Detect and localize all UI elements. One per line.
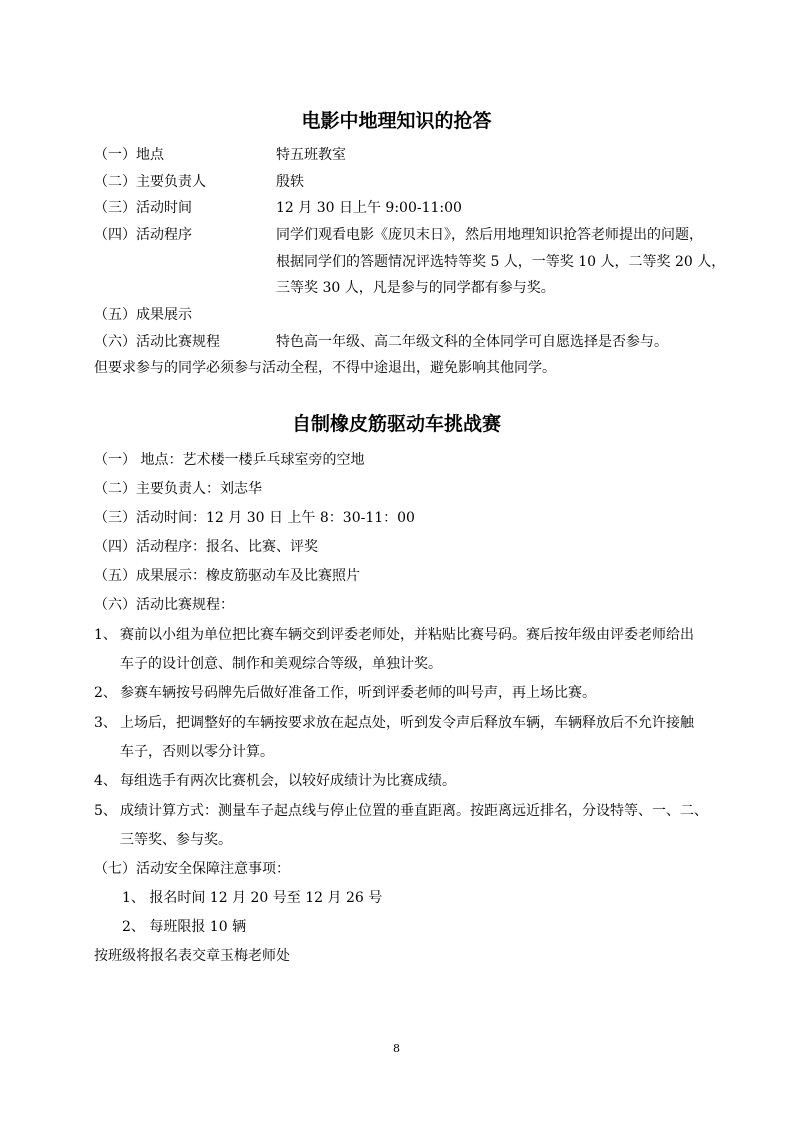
s2-line-time: （三）活动时间：12 月 30 日 上午 8：30-11：00 — [94, 510, 415, 526]
s2-line-rules-heading: （六）活动比赛规程： — [94, 597, 234, 613]
s1-value-owner: 殷轶 — [276, 174, 304, 190]
rule-number: 2、 — [94, 685, 117, 701]
s2-tail-text: 按班级将报名表交章玉梅老师处 — [94, 948, 290, 964]
s1-value-rules: 特色高一年级、高二年级文科的全体同学可自愿选择是否参与。 — [276, 334, 668, 350]
s1-label-owner: （二）主要负责人 — [94, 174, 206, 190]
rule-number: 5、 — [94, 803, 117, 819]
s1-label-results: （五）成果展示 — [94, 307, 192, 323]
rule-number: 1、 — [94, 627, 117, 643]
s2-line-results: （五）成果展示：橡皮筋驱动车及比赛照片 — [94, 568, 360, 584]
section1-title: 电影中地理知识的抢答 — [301, 110, 492, 132]
rule-text: 成绩计算方式：测量车子起点线与停止位置的垂直距离。按距离远近排名，分设特等、一、二、 — [120, 803, 708, 819]
s1-value-procedure-line: 同学们观看电影《庞贝末日》，然后用地理知识抢答老师提出的问题， — [276, 227, 703, 243]
rule-text: 赛前以小组为单位把比赛车辆交到评委老师处，并粘贴比赛号码。赛后按年级由评委老师给出 — [120, 627, 694, 643]
page-number: 8 — [393, 1042, 400, 1055]
rule-text: 每组选手有两次比赛机会，以较好成绩计为比赛成绩。 — [120, 773, 456, 789]
s1-tail-text: 但要求参与的同学必须参与活动全程，不得中途退出，避免影响其他同学。 — [94, 360, 556, 376]
s1-value-time: 12 月 30 日上午 9:00-11:00 — [276, 200, 462, 216]
section2-title: 自制橡皮筋驱动车挑战赛 — [291, 413, 501, 435]
s2-line-procedure: （四）活动程序：报名、比赛、评奖 — [94, 539, 318, 555]
s1-value-procedure-line: 根据同学们的答题情况评选特等奖 5 人，一等奖 10 人，二等奖 20 人， — [276, 254, 726, 270]
safety-heading: （七）活动安全保障注意事项： — [94, 861, 290, 877]
rule-number: 3、 — [94, 715, 117, 731]
rule-text: 车子，否则以零分计算。 — [120, 744, 274, 760]
s1-value-procedure-line: 三等奖 30 人，凡是参与的同学都有参与奖。 — [276, 280, 555, 296]
s1-label-rules: （六）活动比赛规程 — [94, 334, 220, 350]
s2-line-owner: （二）主要负责人：刘志华 — [94, 481, 262, 497]
safety-item: 1、 报名时间 12 月 20 号至 12 月 26 号 — [122, 890, 383, 906]
s2-line-location: （一） 地点：艺术楼一楼乒乓球室旁的空地 — [94, 452, 365, 468]
s1-label-location: （一）地点 — [94, 147, 164, 163]
rule-text: 参赛车辆按号码牌先后做好准备工作，听到评委老师的叫号声，再上场比赛。 — [120, 685, 596, 701]
rule-text: 三等奖、参与奖。 — [120, 832, 232, 848]
rule-text: 上场后，把调整好的车辆按要求放在起点处，听到发令声后释放车辆，车辆释放后不允许接触 — [120, 715, 694, 731]
s1-label-procedure: （四）活动程序 — [94, 227, 192, 243]
s1-label-time: （三）活动时间 — [94, 200, 192, 216]
s1-value-location: 特五班教室 — [276, 147, 346, 163]
safety-item: 2、 每班限报 10 辆 — [122, 919, 247, 935]
rule-text: 车子的设计创意、制作和美观综合等级，单独计奖。 — [120, 656, 442, 672]
rule-number: 4、 — [94, 773, 117, 789]
